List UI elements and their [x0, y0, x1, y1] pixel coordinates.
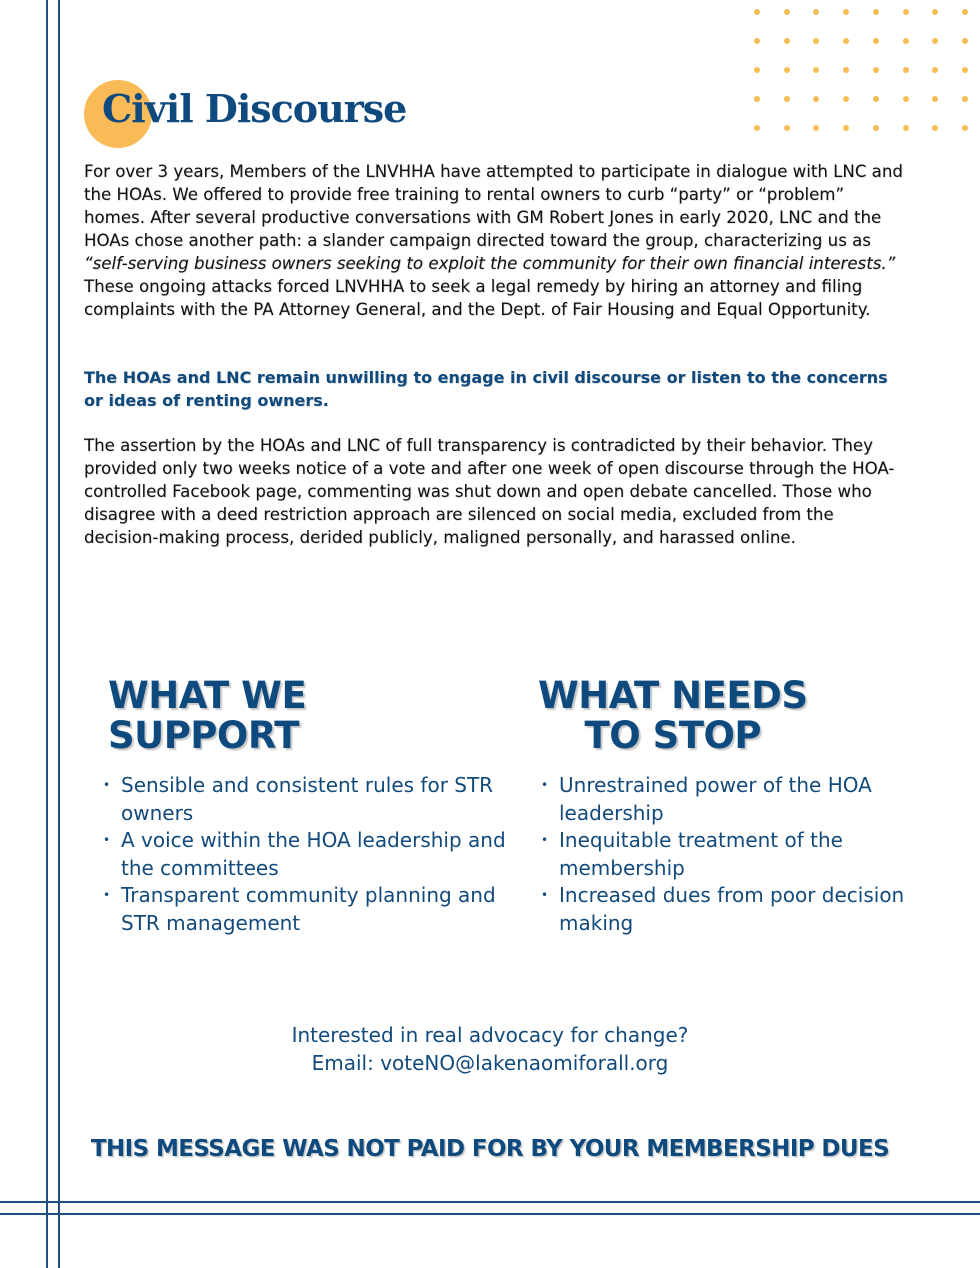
dot [843, 67, 849, 73]
transparency-paragraph: The assertion by the HOAs and LNC of full transparency is contradicted by their behavior. They provided only two weeks notice of a vote and after one week of open discourse through the HOA-controlled Facebook page, commenting was shut down and open debate cancelled. Those who disagree with a deed restriction approach are silenced on social media, excluded from the decision-making process, derided publicly, maligned personally, and harassed online. [84, 436, 895, 547]
dot [754, 125, 760, 131]
dot [903, 125, 909, 131]
dot [784, 9, 790, 15]
list-item: • Transparent community planning and STR management [103, 883, 496, 935]
dot [784, 96, 790, 102]
dot [903, 38, 909, 44]
heading-line: TO STOP [584, 714, 762, 757]
intro-text: For over 3 years, Members of the LNVHHA have attempted to participate in dialogue with LNC and the HOAs. We offered to provide free training to rental owners to curb “party” or “problem” homes. After several productive conversations with GM Robert Jones in early 2020, LNC and the HOAs chose another path: a slander campaign directed toward the group, characterizing us as [84, 162, 903, 250]
dot [754, 9, 760, 15]
dot [932, 67, 938, 73]
dot [932, 9, 938, 15]
support-list [103, 772, 521, 937]
dot [873, 9, 879, 15]
quote-text: “self-serving business owners seeking to exploit the community for their own financial interests.” [84, 254, 896, 273]
border-line [58, 0, 60, 1268]
contact-prompt: Interested in real advocacy for change? [291, 1023, 689, 1047]
dot [962, 9, 968, 15]
border-line [46, 0, 48, 1268]
dot [932, 125, 938, 131]
dot [873, 96, 879, 102]
dot [754, 38, 760, 44]
dot [932, 96, 938, 102]
dot [784, 38, 790, 44]
stop-heading [538, 676, 808, 756]
footer-disclaimer: THIS MESSAGE WAS NOT PAID FOR BY YOUR MEMBERSHIP DUES [90, 1136, 890, 1162]
dot [843, 125, 849, 131]
dot [813, 125, 819, 131]
dot [873, 38, 879, 44]
dot-pattern [754, 9, 974, 134]
dot [903, 96, 909, 102]
heading-line: SUPPORT [108, 714, 299, 757]
dot [962, 67, 968, 73]
dot [962, 38, 968, 44]
dot [813, 96, 819, 102]
dot [813, 38, 819, 44]
list-item: • Unrestrained power of the HOA leadership [541, 773, 872, 825]
list-item: • Inequitable treatment of the membership [541, 828, 843, 880]
support-heading [108, 676, 306, 756]
page-title: Civil Discourse [102, 86, 407, 131]
contact-block [0, 1021, 980, 1077]
dot [903, 9, 909, 15]
heading-line: WHAT WE [108, 674, 307, 717]
dot [962, 96, 968, 102]
dot [962, 125, 968, 131]
border-line [0, 1201, 980, 1203]
dot [932, 38, 938, 44]
dot [784, 67, 790, 73]
list-item: • Increased dues from poor decision making [541, 883, 905, 935]
dot [813, 67, 819, 73]
contact-email[interactable]: Email: voteNO@lakenaomiforall.org [311, 1051, 669, 1075]
list-item: • Sensible and consistent rules for STR owners [103, 773, 494, 825]
dot [843, 38, 849, 44]
dot [903, 67, 909, 73]
dot [754, 96, 760, 102]
intro-text-continued: These ongoing attacks forced LNVHHA to seek a legal remedy by hiring an attorney and filing complaints with the PA Attorney General, and the Dept. of Fair Housing and Equal Opportunity. [84, 277, 871, 319]
border-line [0, 1213, 980, 1215]
heading-line: WHAT NEEDS [538, 674, 808, 717]
dot [873, 125, 879, 131]
dot [754, 67, 760, 73]
dot [813, 9, 819, 15]
dot [784, 125, 790, 131]
highlight-paragraph: The HOAs and LNC remain unwilling to engage in civil discourse or listen to the concerns or ideas of renting owners. [84, 368, 888, 410]
dot [843, 9, 849, 15]
intro-paragraph [84, 160, 904, 321]
stop-list [541, 772, 959, 937]
dot [873, 67, 879, 73]
list-item: • A voice within the HOA leadership and the committees [103, 828, 506, 880]
dot [843, 96, 849, 102]
